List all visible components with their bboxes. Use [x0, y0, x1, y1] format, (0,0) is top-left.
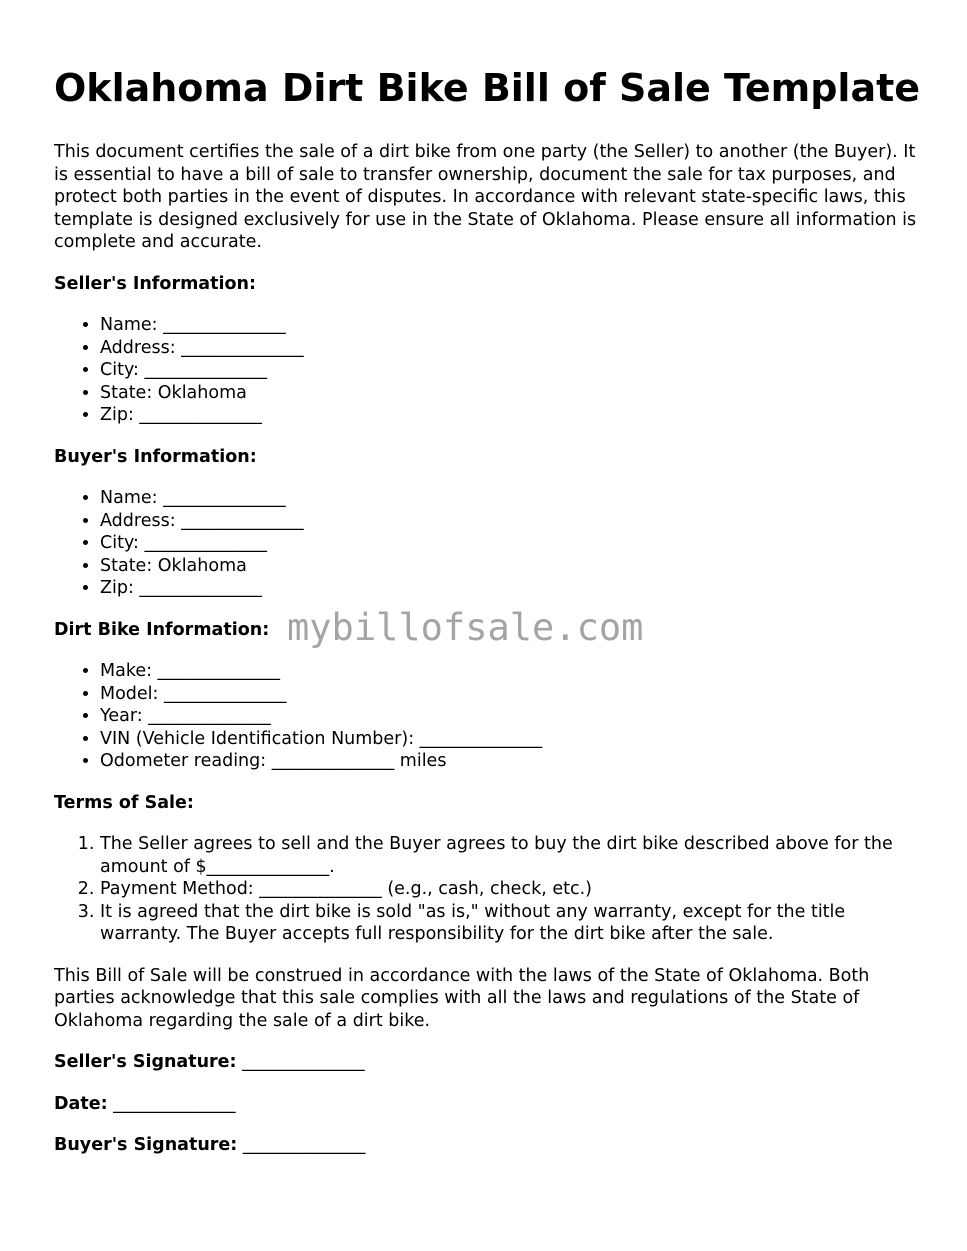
date-label: Date: [54, 1093, 108, 1114]
bike-model: • Model: ______________ [100, 683, 924, 706]
bike-odometer: • Odometer reading: ______________ miles [100, 750, 924, 773]
bike-make: • Make: ______________ [100, 660, 924, 683]
seller-heading: Seller's Information: [54, 273, 256, 294]
buyer-list [54, 487, 924, 600]
buyer-city: • City: ______________ [100, 532, 924, 555]
seller-city: • City: ______________ [100, 359, 924, 382]
bike-list [54, 660, 924, 773]
terms-list [54, 833, 924, 946]
terms-item-payment: 2. Payment Method: ______________ (e.g., cash, check, etc.) [100, 878, 924, 901]
seller-list [54, 314, 924, 427]
bike-year: • Year: ______________ [100, 705, 924, 728]
buyer-heading: Buyer's Information: [54, 446, 257, 467]
buyer-signature-line [54, 1134, 924, 1157]
date-blank: ______________ [113, 1093, 236, 1114]
terms-item-as-is: 3. It is agreed that the dirt bike is sold "as is," without any warranty, except for the title warranty. The Buyer accepts full responsibility for the dirt bike after the sale. [100, 901, 924, 946]
watermark: mybillofsale.com [287, 606, 644, 649]
buyer-signature-label: Buyer's Signature: [54, 1135, 238, 1155]
seller-state: • State: Oklahoma [100, 382, 924, 405]
page-title: Oklahoma Dirt Bike Bill of Sale Template [54, 66, 921, 110]
seller-signature-blank: ______________ [242, 1052, 365, 1072]
buyer-state: • State: Oklahoma [100, 555, 924, 578]
terms-heading: Terms of Sale: [54, 792, 194, 813]
bike-vin: • VIN (Vehicle Identification Number): ______________ [100, 728, 924, 751]
seller-zip: • Zip: ______________ [100, 404, 924, 427]
bike-heading: Dirt Bike Information: [54, 619, 270, 640]
closing-paragraph: This Bill of Sale will be construed in accordance with the laws of the State of Oklahoma. Both parties acknowledge that this sale complies with all the laws and regulations of the State of Oklahoma regarding the sale of a dirt bike. [54, 965, 870, 1031]
seller-signature-line [54, 1051, 924, 1074]
seller-signature-label: Seller's Signature: [54, 1052, 237, 1072]
intro-paragraph: This document certifies the sale of a dirt bike from one party (the Seller) to another (the Buyer). It is essential to have a bill of sale to transfer ownership, document the sale for tax purposes, and protect both parties in the event of disputes. In accordance with relevant state-specific laws, this template is designed exclusively for use in the State of Oklahoma. Please ensure all information is complete and accurate. [54, 142, 917, 252]
terms-item-price: 1. The Seller agrees to sell and the Buyer agrees to buy the dirt bike described above for the amount of $______________. [100, 833, 924, 878]
seller-name: • Name: ______________ [100, 314, 924, 337]
date-line [54, 1093, 924, 1116]
buyer-name: • Name: ______________ [100, 487, 924, 510]
buyer-address: • Address: ______________ [100, 510, 924, 533]
buyer-signature-blank: ______________ [242, 1135, 366, 1155]
seller-address: • Address: ______________ [100, 337, 924, 360]
buyer-zip: • Zip: ______________ [100, 577, 924, 600]
